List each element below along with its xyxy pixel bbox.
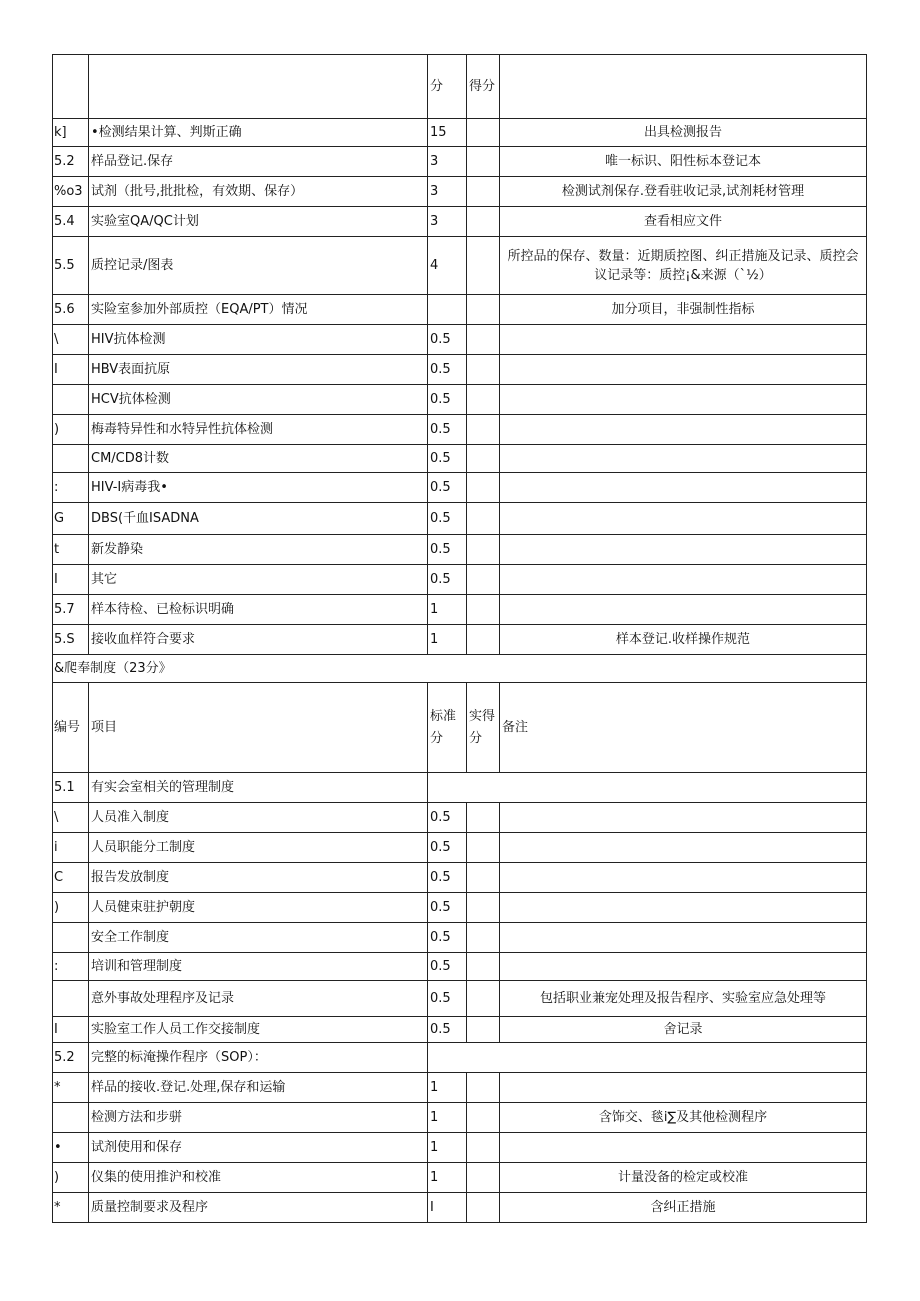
row-standard-score: 0.5 bbox=[428, 325, 467, 355]
row-number bbox=[53, 445, 89, 473]
row-note bbox=[500, 803, 867, 833]
row-standard-score: 0.5 bbox=[428, 415, 467, 445]
row-note: 含纠正措施 bbox=[500, 1193, 867, 1223]
row-actual-score bbox=[467, 445, 500, 473]
row-actual-score bbox=[467, 385, 500, 415]
row-note bbox=[500, 503, 867, 535]
table-row bbox=[53, 119, 867, 147]
row-standard-score bbox=[428, 295, 467, 325]
row-item: 试剂使用和保存 bbox=[89, 1133, 428, 1163]
score-table-1 bbox=[52, 54, 867, 655]
row-number: 5.2 bbox=[53, 147, 89, 177]
score-table-2 bbox=[52, 682, 867, 1223]
row-standard-score: 0.5 bbox=[428, 981, 467, 1017]
row-standard-score: 3 bbox=[428, 207, 467, 237]
group-row bbox=[53, 773, 867, 803]
row-actual-score bbox=[467, 981, 500, 1017]
row-item: 新发静染 bbox=[89, 535, 428, 565]
row-note: 舍记录 bbox=[500, 1017, 867, 1043]
row-actual-score bbox=[467, 1017, 500, 1043]
row-standard-score: 0.5 bbox=[428, 385, 467, 415]
header-item: 项目 bbox=[89, 683, 428, 773]
row-standard-score: 0.5 bbox=[428, 473, 467, 503]
group-title: 有实会室相关的管理制度 bbox=[89, 773, 428, 803]
table-row bbox=[53, 295, 867, 325]
row-item: HIV抗体检测 bbox=[89, 325, 428, 355]
row-number bbox=[53, 981, 89, 1017]
row-actual-score bbox=[467, 565, 500, 595]
row-number: : bbox=[53, 953, 89, 981]
row-actual-score bbox=[467, 893, 500, 923]
row-actual-score bbox=[467, 625, 500, 655]
row-item: DBS(千血ISADNA bbox=[89, 503, 428, 535]
row-item: 人员职能分工制度 bbox=[89, 833, 428, 863]
row-actual-score bbox=[467, 503, 500, 535]
row-actual-score bbox=[467, 863, 500, 893]
row-number: ) bbox=[53, 893, 89, 923]
row-standard-score: 0.5 bbox=[428, 953, 467, 981]
row-actual-score bbox=[467, 295, 500, 325]
row-item: 样本待检、已检标识明确 bbox=[89, 595, 428, 625]
row-item: 梅毒特异性和水特异性抗体检测 bbox=[89, 415, 428, 445]
row-note: 唯一标识、阳性标本登记本 bbox=[500, 147, 867, 177]
row-number: C bbox=[53, 863, 89, 893]
row-standard-score: 0.5 bbox=[428, 535, 467, 565]
table2-header-row bbox=[53, 683, 867, 773]
row-item: 安全工作制度 bbox=[89, 923, 428, 953]
table-row bbox=[53, 535, 867, 565]
header-no bbox=[53, 55, 89, 119]
row-note: 查看相应文件 bbox=[500, 207, 867, 237]
row-item: 样品登记.保存 bbox=[89, 147, 428, 177]
row-item: HIV-I病毒我• bbox=[89, 473, 428, 503]
row-actual-score bbox=[467, 1103, 500, 1133]
group-number: 5.2 bbox=[53, 1043, 89, 1073]
table-row bbox=[53, 981, 867, 1017]
row-number: ) bbox=[53, 1163, 89, 1193]
row-actual-score bbox=[467, 595, 500, 625]
row-actual-score bbox=[467, 923, 500, 953]
row-number: : bbox=[53, 473, 89, 503]
table-row bbox=[53, 177, 867, 207]
row-actual-score bbox=[467, 119, 500, 147]
row-standard-score: 0.5 bbox=[428, 355, 467, 385]
row-note bbox=[500, 863, 867, 893]
table-row bbox=[53, 415, 867, 445]
table-row bbox=[53, 893, 867, 923]
row-item: 试剂（批号,批批检，有效期、保存） bbox=[89, 177, 428, 207]
row-standard-score: 0.5 bbox=[428, 923, 467, 953]
table-row bbox=[53, 503, 867, 535]
row-standard-score: 4 bbox=[428, 237, 467, 295]
row-standard-score: 1 bbox=[428, 625, 467, 655]
row-number: 5.5 bbox=[53, 237, 89, 295]
table-row bbox=[53, 385, 867, 415]
row-number: • bbox=[53, 1133, 89, 1163]
row-note bbox=[500, 473, 867, 503]
row-actual-score bbox=[467, 1163, 500, 1193]
row-note bbox=[500, 355, 867, 385]
row-item: 质控记录/图表 bbox=[89, 237, 428, 295]
row-item: 报告发放制度 bbox=[89, 863, 428, 893]
row-item: 人员准入制度 bbox=[89, 803, 428, 833]
row-note: 计量没备的检定或校准 bbox=[500, 1163, 867, 1193]
row-item: 质量控制要求及程序 bbox=[89, 1193, 428, 1223]
table-row bbox=[53, 1133, 867, 1163]
document-page bbox=[52, 54, 867, 1223]
row-number: %o3 bbox=[53, 177, 89, 207]
group-number: 5.1 bbox=[53, 773, 89, 803]
row-item: 仪集的使用推沪和校准 bbox=[89, 1163, 428, 1193]
row-standard-score: 0.5 bbox=[428, 893, 467, 923]
row-actual-score bbox=[467, 473, 500, 503]
row-item: HBV表面抗原 bbox=[89, 355, 428, 385]
row-note: 包括职业兼宠处理及报告程序、实验室应急处理等 bbox=[500, 981, 867, 1017]
row-item: 其它 bbox=[89, 565, 428, 595]
row-note: 出具检测报告 bbox=[500, 119, 867, 147]
row-note bbox=[500, 415, 867, 445]
row-item: 意外事故处理程序及记录 bbox=[89, 981, 428, 1017]
row-number: * bbox=[53, 1193, 89, 1223]
row-number: 5.7 bbox=[53, 595, 89, 625]
row-actual-score bbox=[467, 803, 500, 833]
row-note bbox=[500, 565, 867, 595]
row-number: I bbox=[53, 1017, 89, 1043]
row-actual-score bbox=[467, 833, 500, 863]
group-filler bbox=[428, 773, 867, 803]
row-standard-score: 3 bbox=[428, 177, 467, 207]
row-number: i bbox=[53, 833, 89, 863]
row-number: 5.6 bbox=[53, 295, 89, 325]
row-item: •检测结果计算、判斯正确 bbox=[89, 119, 428, 147]
table-row bbox=[53, 325, 867, 355]
row-number bbox=[53, 1103, 89, 1133]
row-item: 样品的接收.登记.处理,保存和运输 bbox=[89, 1073, 428, 1103]
row-number: ) bbox=[53, 415, 89, 445]
row-standard-score: 1 bbox=[428, 595, 467, 625]
table-row bbox=[53, 445, 867, 473]
table-row bbox=[53, 863, 867, 893]
row-item: 实险室参加外部质控（EQA/PT）情况 bbox=[89, 295, 428, 325]
row-actual-score bbox=[467, 953, 500, 981]
group-row bbox=[53, 1043, 867, 1073]
table-row bbox=[53, 207, 867, 237]
row-number: I bbox=[53, 565, 89, 595]
row-note bbox=[500, 385, 867, 415]
row-actual-score bbox=[467, 1193, 500, 1223]
row-number: k] bbox=[53, 119, 89, 147]
table-row bbox=[53, 473, 867, 503]
section-title: &爬奉制度（23分》 bbox=[52, 655, 867, 682]
row-standard-score: 0.5 bbox=[428, 565, 467, 595]
table-row bbox=[53, 953, 867, 981]
header-note: 备注 bbox=[500, 683, 867, 773]
row-actual-score bbox=[467, 1073, 500, 1103]
row-standard-score: 1 bbox=[428, 1133, 467, 1163]
row-note bbox=[500, 953, 867, 981]
row-item: HCV抗体检测 bbox=[89, 385, 428, 415]
row-actual-score bbox=[467, 147, 500, 177]
row-item: CM/CD8计数 bbox=[89, 445, 428, 473]
table-row bbox=[53, 625, 867, 655]
row-standard-score: 0.5 bbox=[428, 503, 467, 535]
header-got: 实得分 bbox=[467, 683, 500, 773]
row-standard-score: 3 bbox=[428, 147, 467, 177]
row-item: 接收血样符合要求 bbox=[89, 625, 428, 655]
header-note bbox=[500, 55, 867, 119]
row-standard-score: 0.5 bbox=[428, 863, 467, 893]
row-number: \ bbox=[53, 325, 89, 355]
table-row bbox=[53, 923, 867, 953]
table-row bbox=[53, 595, 867, 625]
row-item: 检测方法和步骈 bbox=[89, 1103, 428, 1133]
row-note bbox=[500, 595, 867, 625]
table-row bbox=[53, 1017, 867, 1043]
row-standard-score: 0.5 bbox=[428, 803, 467, 833]
row-note bbox=[500, 1073, 867, 1103]
row-standard-score: 1 bbox=[428, 1073, 467, 1103]
row-standard-score: 0.5 bbox=[428, 833, 467, 863]
table-row bbox=[53, 147, 867, 177]
row-actual-score bbox=[467, 325, 500, 355]
row-note: 加分项目，非强制性指标 bbox=[500, 295, 867, 325]
row-note: 含饰交、毯i∑及其他检测程序 bbox=[500, 1103, 867, 1133]
header-no: 编号 bbox=[53, 683, 89, 773]
table-row bbox=[53, 803, 867, 833]
group-filler bbox=[428, 1043, 867, 1073]
row-actual-score bbox=[467, 177, 500, 207]
row-number: \ bbox=[53, 803, 89, 833]
header-std: 分 bbox=[428, 55, 467, 119]
row-note bbox=[500, 1133, 867, 1163]
row-number bbox=[53, 385, 89, 415]
row-standard-score: 1 bbox=[428, 1163, 467, 1193]
row-actual-score bbox=[467, 1133, 500, 1163]
row-actual-score bbox=[467, 207, 500, 237]
row-standard-score: 0.5 bbox=[428, 1017, 467, 1043]
row-actual-score bbox=[467, 355, 500, 385]
table-row bbox=[53, 1163, 867, 1193]
row-number: I bbox=[53, 355, 89, 385]
header-item bbox=[89, 55, 428, 119]
row-item: 人员健束驻护朝度 bbox=[89, 893, 428, 923]
row-note: 样本登记.收样操作规范 bbox=[500, 625, 867, 655]
header-std: 标准分 bbox=[428, 683, 467, 773]
row-number: G bbox=[53, 503, 89, 535]
row-item: 实验室QA/QC计划 bbox=[89, 207, 428, 237]
row-note: 检测试剂保存.登看驻收记录,试剂耗材管理 bbox=[500, 177, 867, 207]
row-standard-score: I bbox=[428, 1193, 467, 1223]
row-note bbox=[500, 445, 867, 473]
table-row bbox=[53, 1073, 867, 1103]
table-row bbox=[53, 833, 867, 863]
row-number: 5.S bbox=[53, 625, 89, 655]
row-number bbox=[53, 923, 89, 953]
table1-header-row bbox=[53, 55, 867, 119]
row-actual-score bbox=[467, 237, 500, 295]
row-number: 5.4 bbox=[53, 207, 89, 237]
row-note bbox=[500, 325, 867, 355]
row-note bbox=[500, 833, 867, 863]
row-actual-score bbox=[467, 415, 500, 445]
row-number: t bbox=[53, 535, 89, 565]
row-standard-score: 0.5 bbox=[428, 445, 467, 473]
row-number: * bbox=[53, 1073, 89, 1103]
group-title: 完整的标淹操作程序（SOP）： bbox=[89, 1043, 428, 1073]
row-standard-score: 1 bbox=[428, 1103, 467, 1133]
table-row bbox=[53, 237, 867, 295]
row-note bbox=[500, 535, 867, 565]
table-row bbox=[53, 565, 867, 595]
row-item: 实脸室工作人员工作交接制度 bbox=[89, 1017, 428, 1043]
table-row bbox=[53, 1193, 867, 1223]
row-actual-score bbox=[467, 535, 500, 565]
row-note bbox=[500, 893, 867, 923]
row-note bbox=[500, 923, 867, 953]
table-row bbox=[53, 355, 867, 385]
row-standard-score: 15 bbox=[428, 119, 467, 147]
table-row bbox=[53, 1103, 867, 1133]
row-item: 培训和管理制度 bbox=[89, 953, 428, 981]
row-note: 所控品的保存、数量：近期质控图、纠正措施及记录、质控会议记录等：质控¡&来源（`½） bbox=[500, 237, 867, 295]
header-got: 得分 bbox=[467, 55, 500, 119]
